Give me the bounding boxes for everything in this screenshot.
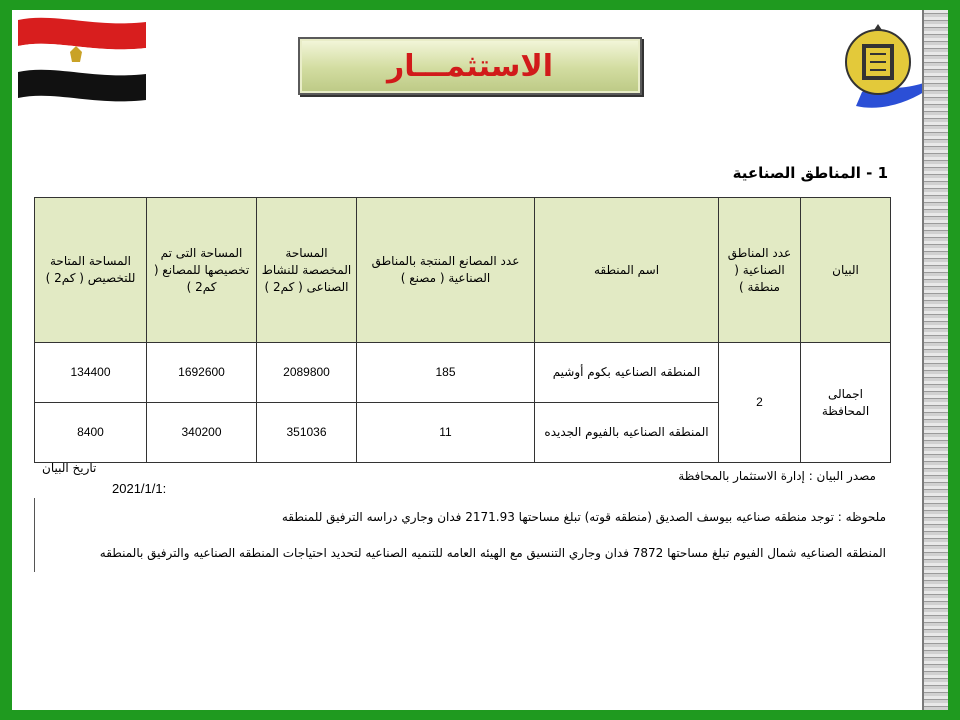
table-header-row	[35, 198, 891, 343]
group-label: اجمالى المحافظة	[801, 343, 891, 463]
factory-count: 11	[357, 403, 535, 463]
page-title: الاستثمـــار	[386, 48, 554, 84]
date-value: 2021/1/1:	[112, 481, 167, 496]
header-available-area: المساحة المتاحة للتخصيص ( كم2 )	[35, 198, 147, 343]
available-area: 134400	[35, 343, 147, 403]
slide	[12, 10, 948, 710]
available-area: 8400	[35, 403, 147, 463]
header-zone-name: اسم المنطقه	[535, 198, 719, 343]
egypt-flag-icon	[14, 12, 150, 104]
table-row	[35, 343, 891, 403]
date-label: تاريخ البيان	[42, 461, 97, 475]
header-zone-count: عدد المناطق الصناعية ( منطقة )	[719, 198, 801, 343]
industrial-zones-table	[34, 197, 891, 463]
header-factory-count: عدد المصانع المنتجة بالمناطق الصناعية ( مصنع )	[357, 198, 535, 343]
allocated-area: 351036	[257, 403, 357, 463]
zone-count: 2	[719, 343, 801, 463]
assigned-area: 340200	[147, 403, 257, 463]
note-north-fayoum: المنطقه الصناعيه شمال الفيوم تبلغ مساحتها 7872 فدان وجاري التنسيق مع الهيئه العامه للتنميه الصناعيه لتحديد احتياجات المنطقه الصناعيه والترفيق بالمنطقه	[99, 546, 886, 560]
note-divider	[34, 498, 35, 572]
section-heading: 1 - المناطق الصناعية	[732, 164, 888, 182]
zone-name: المنطقه الصناعيه بالفيوم الجديده	[535, 403, 719, 463]
note-yousef-elsedeek: ملحوظه : توجد منطقه صناعيه بيوسف الصديق (منطقه قوته) تبلغ مساحتها 2171.93 فدان وجاري دراسه الترفيق للمنطقه	[281, 510, 886, 524]
right-decorative-bar	[922, 10, 948, 710]
header-allocated-area: المساحة المخصصة للنشاط الصناعى ( كم2 )	[257, 198, 357, 343]
header-assigned-area: المساحة التى تم تخصيصها للمصانع ( كم2 )	[147, 198, 257, 343]
data-source: مصدر البيان : إدارة الاستثمار بالمحافظة	[678, 469, 876, 483]
allocated-area: 2089800	[257, 343, 357, 403]
title-banner	[298, 37, 642, 95]
assigned-area: 1692600	[147, 343, 257, 403]
header-statement: البيان	[801, 198, 891, 343]
zone-name: المنطقه الصناعيه بكوم أوشيم	[535, 343, 719, 403]
factory-count: 185	[357, 343, 535, 403]
